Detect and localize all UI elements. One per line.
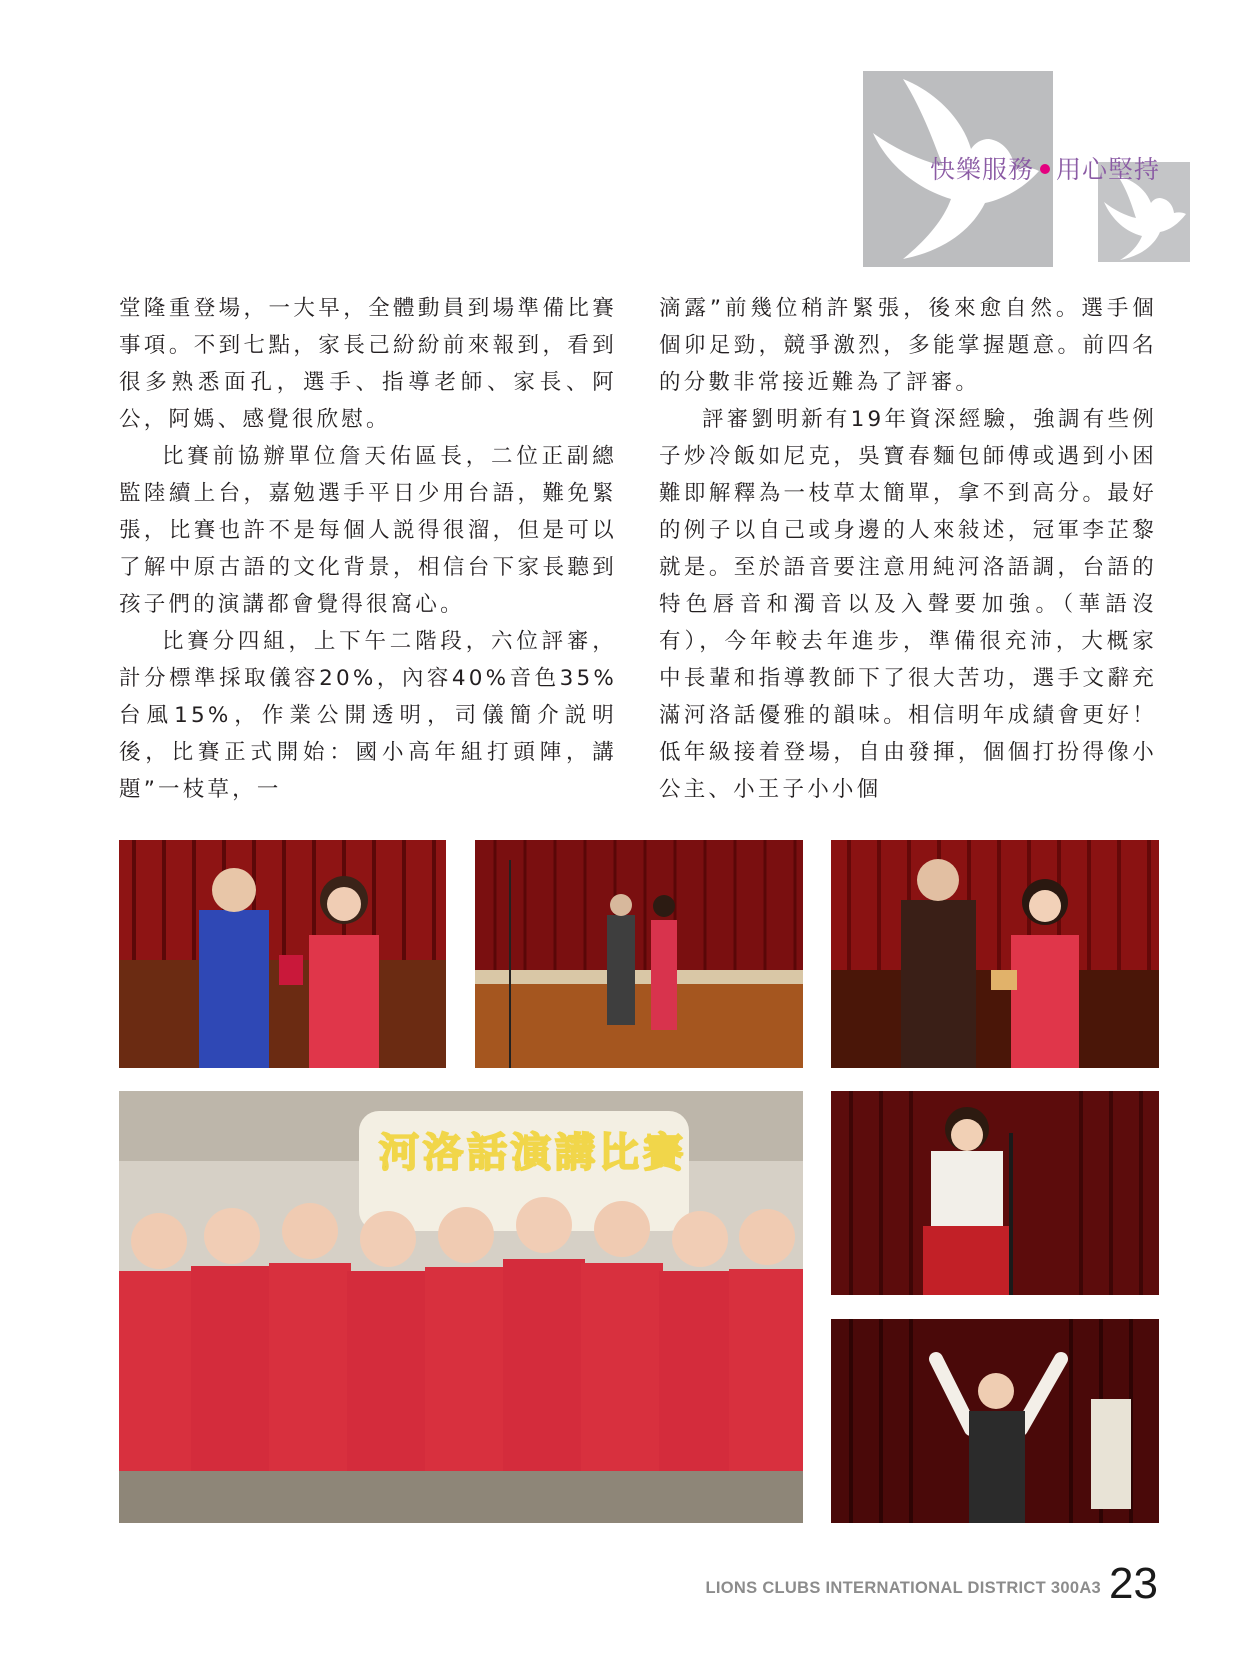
photo-student-speaker-girl xyxy=(831,1091,1159,1295)
header-slogan xyxy=(930,150,1180,186)
photo-volunteer-group xyxy=(119,1091,803,1523)
footer-organization: LIONS CLUBS INTERNATIONAL DISTRICT 300A3 xyxy=(705,1579,1102,1597)
photo-award-presentation-1 xyxy=(119,840,446,1068)
article-right-column xyxy=(659,290,1157,808)
photo-award-presentation-2 xyxy=(475,840,803,1068)
photo-award-presentation-3 xyxy=(831,840,1159,1068)
article-paragraph: 滴露”前幾位稍許緊張，後來愈自然。選手個個卯足勁，競爭激烈，多能掌握題意。前四名的分數非常接近難為了評審。 xyxy=(659,296,1157,395)
group-banner-text: 河洛話演講比賽 xyxy=(379,1130,687,1176)
article-left-column xyxy=(119,290,617,808)
article-paragraph: 比賽前協辦單位詹天佑區長，二位正副總監陸續上台，嘉勉選手平日少用台語，難免緊張，比賽也許不是每個人説得很溜，但是可以了解中原古語的文化背景，相信台下家長聽到孩子們的演講都會覺得很窩心。 xyxy=(119,444,617,617)
slogan-left: 快樂服務 xyxy=(930,155,1035,184)
slogan-right: 用心堅持 xyxy=(1056,155,1161,184)
article-paragraph: 堂隆重登場，一大早，全體動員到場準備比賽事項。不到七點，家長己紛紛前來報到，看到很多熟悉面孔，選手、指導老師、家長、阿公，阿媽、感覺很欣慰。 xyxy=(119,296,617,432)
photo-student-speaker-boy xyxy=(831,1319,1159,1523)
page-number: 23 xyxy=(1109,1559,1158,1608)
page-footer xyxy=(705,1559,1158,1608)
article-paragraph: 比賽分四組，上下午二階段，六位評審，計分標準採取儀容20%，內容40%音色35%台風15%，作業公開透明，司儀簡介説明後，比賽正式開始：國小高年組打頭陣，講題”一枝草，一 xyxy=(119,629,617,802)
article-paragraph: 評審劉明新有19年資深經驗，強調有些例子炒冷飯如尼克，吳寶春麵包師傅或遇到小困難即解釋為一枝草太簡單，拿不到高分。最好的例子以自己或身邊的人來敍述，冠軍李芷黎就是。至於語音要注意用純河洛語調，台語的特色唇音和濁音以及入聲要加強。（華語沒有），今年較去年進步，準備很充沛，大概家中長輩和指導教師下了很大苦功，選手文辭充滿河洛話優雅的韻味。相信明年成績會更好！低年級接着登場，自由發揮，個個打扮得像小公主、小王子小小個 xyxy=(659,407,1157,802)
slogan-separator-dot xyxy=(1040,164,1050,174)
